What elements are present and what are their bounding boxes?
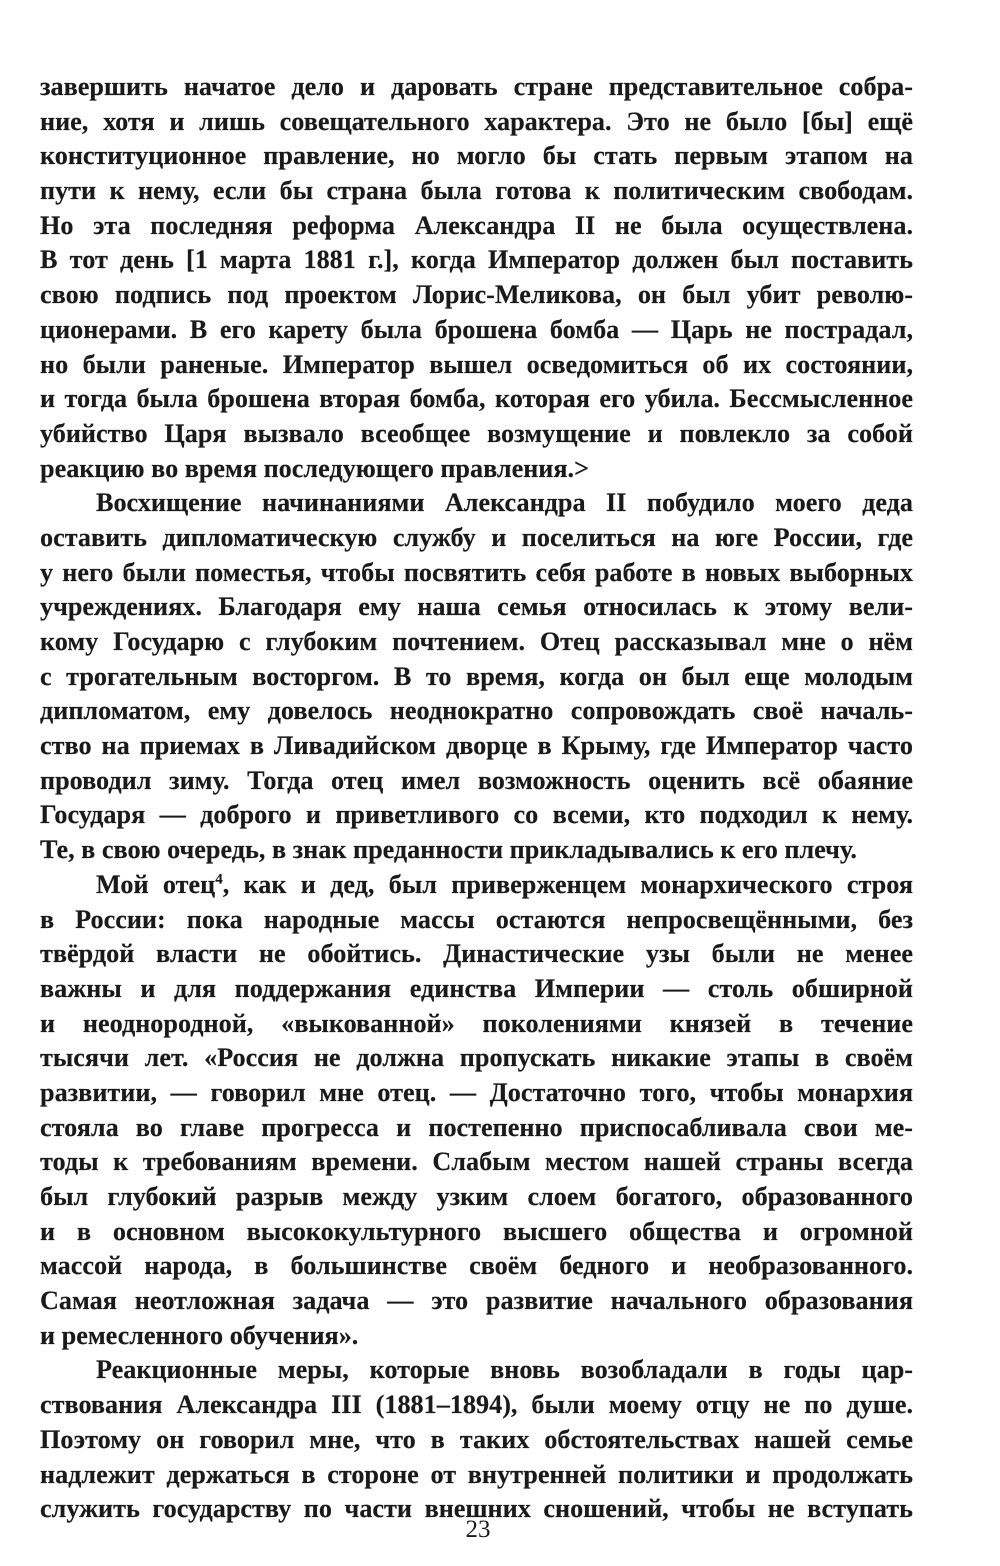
- text-line: свою подпись под проектом Лорис-Меликова, он был убит револю-: [40, 280, 913, 310]
- text-line: убийство Царя вызвало всеобщее возмущение и повлекло за собой: [40, 418, 913, 448]
- footnote-marker[interactable]: 4: [215, 871, 223, 888]
- text-line: Те, в свою очередь, в знак преданности прикладывались к его плечу.: [40, 835, 857, 865]
- text-line: тоды к требованиям времени. Слабым местом нашей страны всегда: [40, 1147, 913, 1177]
- text-line: развитии, — говорил мне отец. — Достаточно того, чтобы монархия: [40, 1077, 913, 1107]
- text-line: учреждениях. Благодаря ему наша семья относилась к этому вели-: [40, 592, 913, 622]
- text-line: Восхищение начинаниями Александра II побудило моего деда: [96, 488, 913, 518]
- text-line: Реакционные меры, которые вновь возобладали в годы цар-: [96, 1355, 913, 1385]
- text-line: в России: пока народные массы остаются непросвещёнными, без: [40, 904, 913, 934]
- text-line: массой народа, в большинстве своём бедного и необразованного.: [40, 1251, 913, 1281]
- text-line: надлежит держаться в стороне от внутренней политики и продолжать: [40, 1459, 913, 1489]
- text-line: был глубокий разрыв между узким слоем богатого, образованного: [40, 1182, 913, 1211]
- text-line: оставить дипломатическую службу и поселиться на юге России, где: [40, 522, 913, 552]
- text-line: завершить начатое дело и даровать стране представительное собра-: [40, 72, 913, 101]
- paragraph: [40, 1353, 913, 1526]
- text-line: реакцию во время последующего правления.>: [40, 453, 590, 483]
- text-line: дипломатом, ему довелось неоднократно сопровождать своё началь-: [40, 696, 913, 726]
- text-line: проводил зиму. Тогда отец имел возможность оценить всё обаяние: [40, 765, 913, 795]
- text-line: конституционное правление, но могло бы стать первым этапом на: [40, 141, 913, 171]
- paragraph: [40, 70, 913, 486]
- text-line: с трогательным восторгом. В то время, когда он был еще молодым: [40, 661, 913, 691]
- text-line: Поэтому он говорил мне, что в таких обстоятельствах нашей семье: [40, 1424, 913, 1454]
- paragraph: [40, 486, 913, 868]
- text-line: Самая неотложная задача — это развитие начального образования: [40, 1286, 913, 1316]
- text-line: пути к нему, если бы страна была готова к политическим свободам.: [40, 176, 913, 206]
- text-line: ционерами. В его карету была брошена бомба — Царь не пострадал,: [40, 314, 913, 344]
- text-line: важны и для поддержания единства Империи — столь обширной: [40, 973, 913, 1003]
- page-number: 23: [465, 1516, 491, 1543]
- text-line: Но эта последняя реформа Александра II не была осуществлена.: [40, 210, 913, 240]
- text-line: и ремесленного обучения».: [40, 1320, 359, 1350]
- text-line: ние, хотя и лишь совещательного характера. Это не было [бы] ещё: [40, 106, 913, 136]
- text-line: но были раненые. Император вышел осведомиться об их состоянии,: [40, 349, 913, 379]
- text-line: ство на приемах в Ливадийском дворце в Крыму, где Император часто: [40, 731, 913, 761]
- text-segment: , как и дед, был приверженцем монархического строя: [222, 869, 913, 899]
- text-segment: Мой отец: [96, 869, 216, 899]
- text-line: и в основном высококультурного высшего общества и огромной: [40, 1216, 913, 1246]
- page-body: [40, 70, 913, 1527]
- text-line: [40, 868, 913, 903]
- text-line: служить государству по части внешних сношений, чтобы не вступать: [40, 1494, 913, 1524]
- text-line: ствования Александра III (1881–1894), были моему отцу не по душе.: [40, 1390, 913, 1420]
- text-line: твёрдой власти не обойтись. Династические узы были не менее: [40, 939, 913, 969]
- text-line: стояла во главе прогресса и постепенно приспосабливала свои ме-: [40, 1112, 913, 1142]
- text-line: тысячи лет. «Россия не должна пропускать никакие этапы в своём: [40, 1043, 913, 1073]
- text-line: и тогда была брошена вторая бомба, которая его убила. Бессмысленное: [40, 384, 913, 414]
- text-line: В тот день [1 марта 1881 г.], когда Император должен был поставить: [40, 245, 913, 275]
- paragraph: [40, 868, 913, 1354]
- text-line: у него были поместья, чтобы посвятить себя работе в новых выборных: [40, 557, 913, 587]
- text-line: кому Государю с глубоким почтением. Отец рассказывал мне о нём: [40, 627, 913, 656]
- text-line: Государя — доброго и приветливого со всеми, кто подходил к нему.: [40, 800, 913, 830]
- text-line: и неоднородной, «выкованной» поколениями князей в течение: [40, 1008, 913, 1038]
